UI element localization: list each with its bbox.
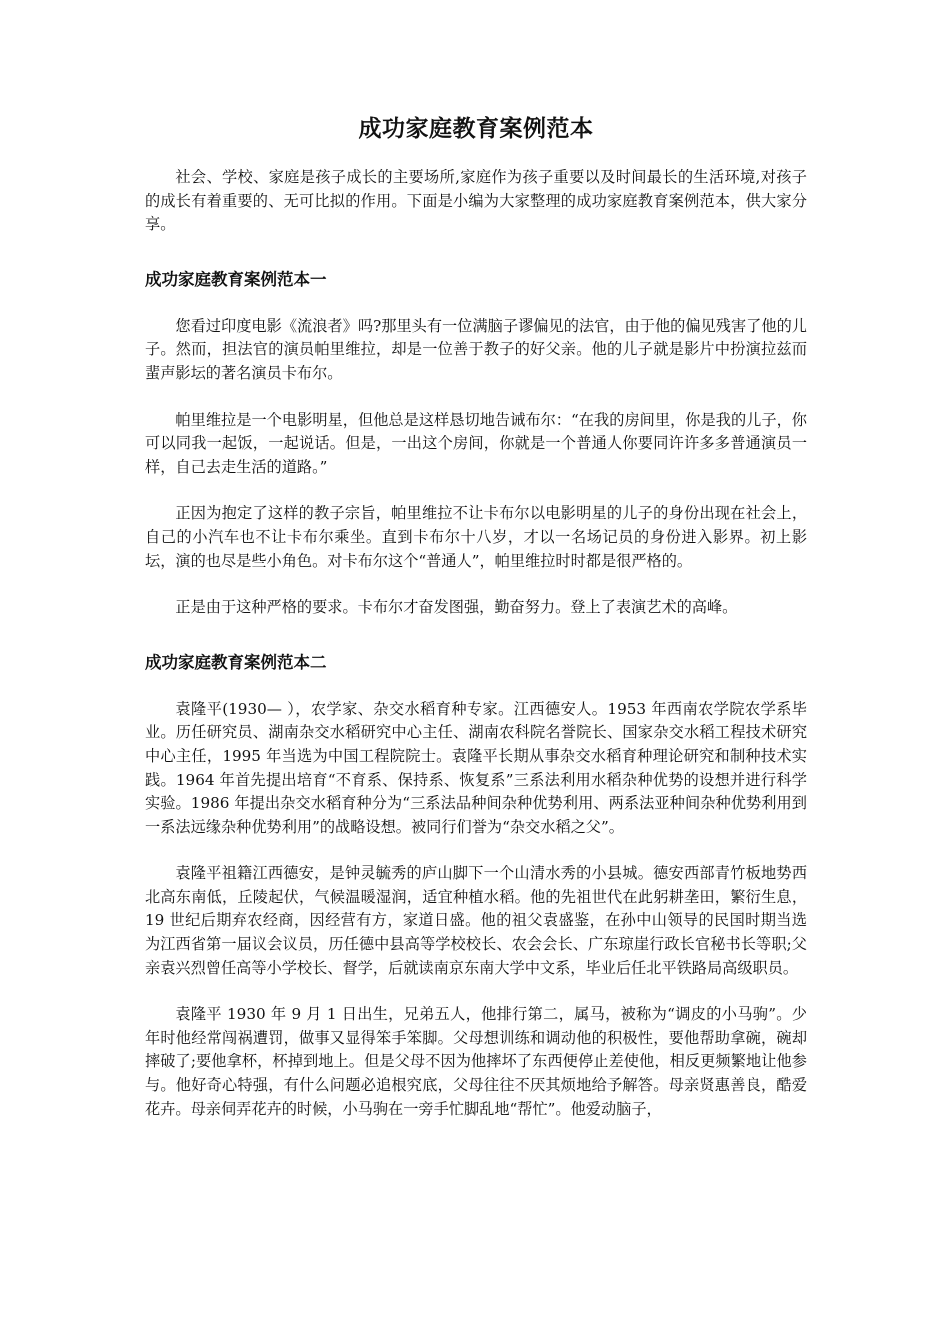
- section-1-paragraph-4: 正是由于这种严格的要求。卡布尔才奋发图强，勤奋努力。登上了表演艺术的高峰。: [175, 598, 738, 617]
- section-1-paragraph-2: 帕里维拉是一个电影明星，但他总是这样恳切地告诫布尔：“在我的房间里，你是我的儿子，你可以同我一起饭，一起说话。但是，一出这个房间，你就是一个普通人你要同许许多多普通演员一样，自己去走生活的道路。”: [145, 410, 807, 476]
- section-2-paragraph-3: 袁隆平 1930 年 9 月 1 日出生，兄弟五人，他排行第二，属马，被称为“调皮的小马驹”。少年时他经常闯祸遭罚，做事又显得笨手笨脚。父母想训练和调动他的积极性，要他帮助拿碗，碗却摔破了;要他拿杯，杯掉到地上。但是父母不因为他摔坏了东西便停止差使他，相反更频繁地让他参与。他好奇心特强，有什么问题必追根究底，父母往往不厌其烦地给予解答。母亲贤惠善良，酷爱花卉。母亲伺弄花卉的时候，小马驹在一旁手忙脚乱地“帮忙”。他爱动脑子，: [145, 1005, 807, 1118]
- intro-paragraph: 社会、学校、家庭是孩子成长的主要场所,家庭作为孩子重要以及时间最长的生活环境,对孩子的成长有着重要的、无可比拟的作用。下面是小编为大家整理的成功家庭教育案例范本，供大家分享。: [145, 168, 807, 234]
- section-2-paragraph-2: 袁隆平祖籍江西德安，是钟灵毓秀的庐山脚下一个山清水秀的小县城。德安西部青竹板地势西北高东南低，丘陵起伏，气候温暖湿润，适宜种植水稻。他的先祖世代在此躬耕垄田，繁衍生息，19 世纪后期弃农经商，因经营有方，家道日盛。他的祖父袁盛鉴，在孙中山领导的民国时期当选为江西省第一届议会议员，历任德中县高等学校校长、农会会长、广东琼崖行政长官秘书长等职;父亲袁兴烈曾任高等小学校长、督学，后就读南京东南大学中文系，毕业后任北平铁路局高级职员。: [145, 864, 807, 977]
- section-heading-2: 成功家庭教育案例范本二: [145, 652, 327, 672]
- section-1-paragraph-1: 您看过印度电影《流浪者》吗?那里头有一位满脑子谬偏见的法官，由于他的偏见残害了他的儿子。然而，担法官的演员帕里维拉，却是一位善于教子的好父亲。他的儿子就是影片中扮演拉兹而蜚声影坛的著名演员卡布尔。: [145, 316, 807, 382]
- section-heading-1: 成功家庭教育案例范本一: [145, 269, 327, 289]
- document-title: 成功家庭教育案例范本: [358, 116, 594, 142]
- document-page: [145, 112, 807, 1144]
- section-1-paragraph-3: 正因为抱定了这样的教子宗旨，帕里维拉不让卡布尔以电影明星的儿子的身份出现在社会上，自己的小汽车也不让卡布尔乘坐。直到卡布尔十八岁，才以一名场记员的身份进入影界。初上影坛，演的也尽是些小角色。对卡布尔这个“普通人”，帕里维拉时时都是很严格的。: [145, 504, 807, 570]
- section-2-paragraph-1: 袁隆平(1930— ），农学家、杂交水稻育种专家。江西德安人。1953 年西南农学院农学系毕业。历任研究员、湖南杂交水稻研究中心主任、湖南农科院名誉院长、国家杂交水稻工程技术研究中心主任，1995 年当选为中国工程院院士。袁隆平长期从事杂交水稻育种理论研究和制种技术实践。1964 年首先提出培育“不育系、保持系、恢复系”三系法利用水稻杂种优势的设想并进行科学实验。1986 年提出杂交水稻育种分为“三系法品种间杂种优势利用、两系法亚种间杂种优势利用到一系法远缘杂种优势利用”的战略设想。被同行们誉为“杂交水稻之父”。: [145, 699, 807, 836]
